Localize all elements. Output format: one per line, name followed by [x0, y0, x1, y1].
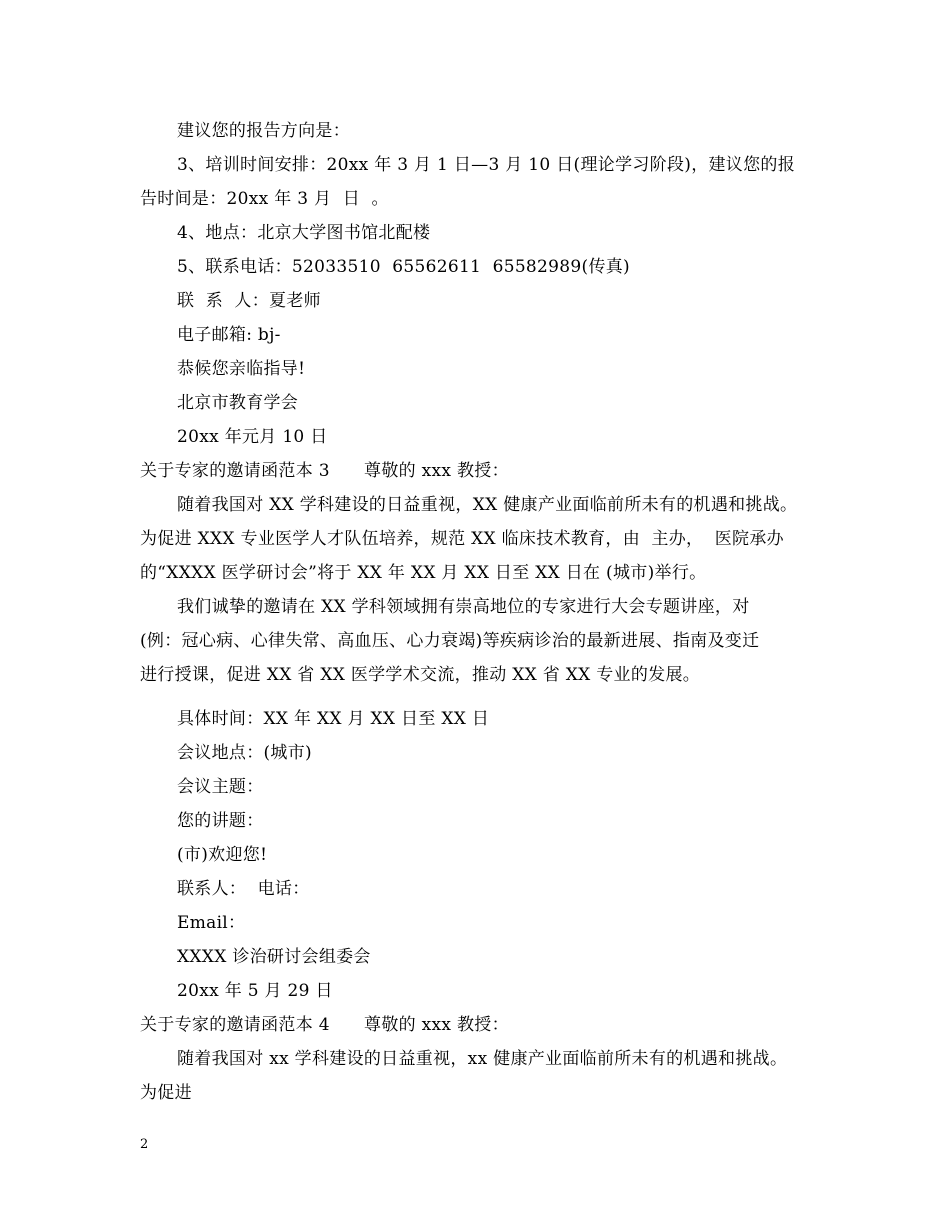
text-line: 的“XXXX 医学研讨会”将于 XX 年 XX 月 XX 日至 XX 日在 (城市)举行。	[140, 563, 707, 583]
text-line: 恭候您亲临指导!	[177, 359, 306, 379]
text-line: 3、培训时间安排：20xx 年 3 月 1 日—3 月 10 日(理论学习阶段)，建议您的报	[177, 155, 795, 175]
text-line: 进行授课，促进 XX 省 XX 医学学术交流，推动 XX 省 XX 专业的发展。	[140, 665, 701, 685]
text-line: 会议地点：(城市)	[177, 743, 312, 763]
text-line: 您的讲题：	[177, 811, 264, 831]
text-line: 电子邮箱: bj-	[177, 325, 281, 345]
text-line: 20xx 年元月 10 日	[177, 427, 328, 447]
text-line: 联系人： 电话：	[177, 879, 310, 899]
text-line: 告时间是：20xx 年 3 月 日 。	[140, 189, 389, 209]
text-line: 4、地点：北京大学图书馆北配楼	[177, 223, 431, 243]
text-line: 为促进 XXX 专业医学人才队伍培养，规范 XX 临床技术教育，由 主办， 医院承办	[140, 529, 784, 549]
text-line: 随着我国对 xx 学科建设的日益重视，xx 健康产业面临前所未有的机遇和挑战。	[177, 1049, 788, 1069]
text-line: Email：	[177, 913, 246, 933]
text-line: 北京市教育学会	[177, 393, 299, 413]
text-line: 建议您的报告方向是：	[177, 121, 350, 141]
text-line: 联 系 人：夏老师	[177, 291, 321, 311]
text-line: 会议主题：	[177, 777, 264, 797]
text-line: (例：冠心病、心律失常、高血压、心力衰竭)等疾病诊治的最新进展、指南及变迁	[140, 631, 760, 651]
text-line: 我们诚挚的邀请在 XX 学科领域拥有崇高地位的专家进行大会专题讲座，对	[177, 597, 750, 617]
text-line: XXXX 诊治研讨会组委会	[177, 947, 371, 967]
section-heading: 关于专家的邀请函范本 3 尊敬的 xxx 教授：	[140, 461, 509, 481]
text-line: 具体时间：XX 年 XX 月 XX 日至 XX 日	[177, 709, 490, 729]
section-heading: 关于专家的邀请函范本 4 尊敬的 xxx 教授：	[140, 1015, 509, 1035]
text-line: 20xx 年 5 月 29 日	[177, 981, 333, 1001]
text-line: 为促进	[140, 1083, 192, 1103]
text-line: 5、联系电话：52033510 65562611 65582989(传真)	[177, 257, 630, 277]
text-line: 随着我国对 XX 学科建设的日益重视，XX 健康产业面临前所未有的机遇和挑战。	[177, 495, 798, 515]
text-line: (市)欢迎您!	[177, 845, 268, 865]
page-number: 2	[140, 1137, 149, 1152]
